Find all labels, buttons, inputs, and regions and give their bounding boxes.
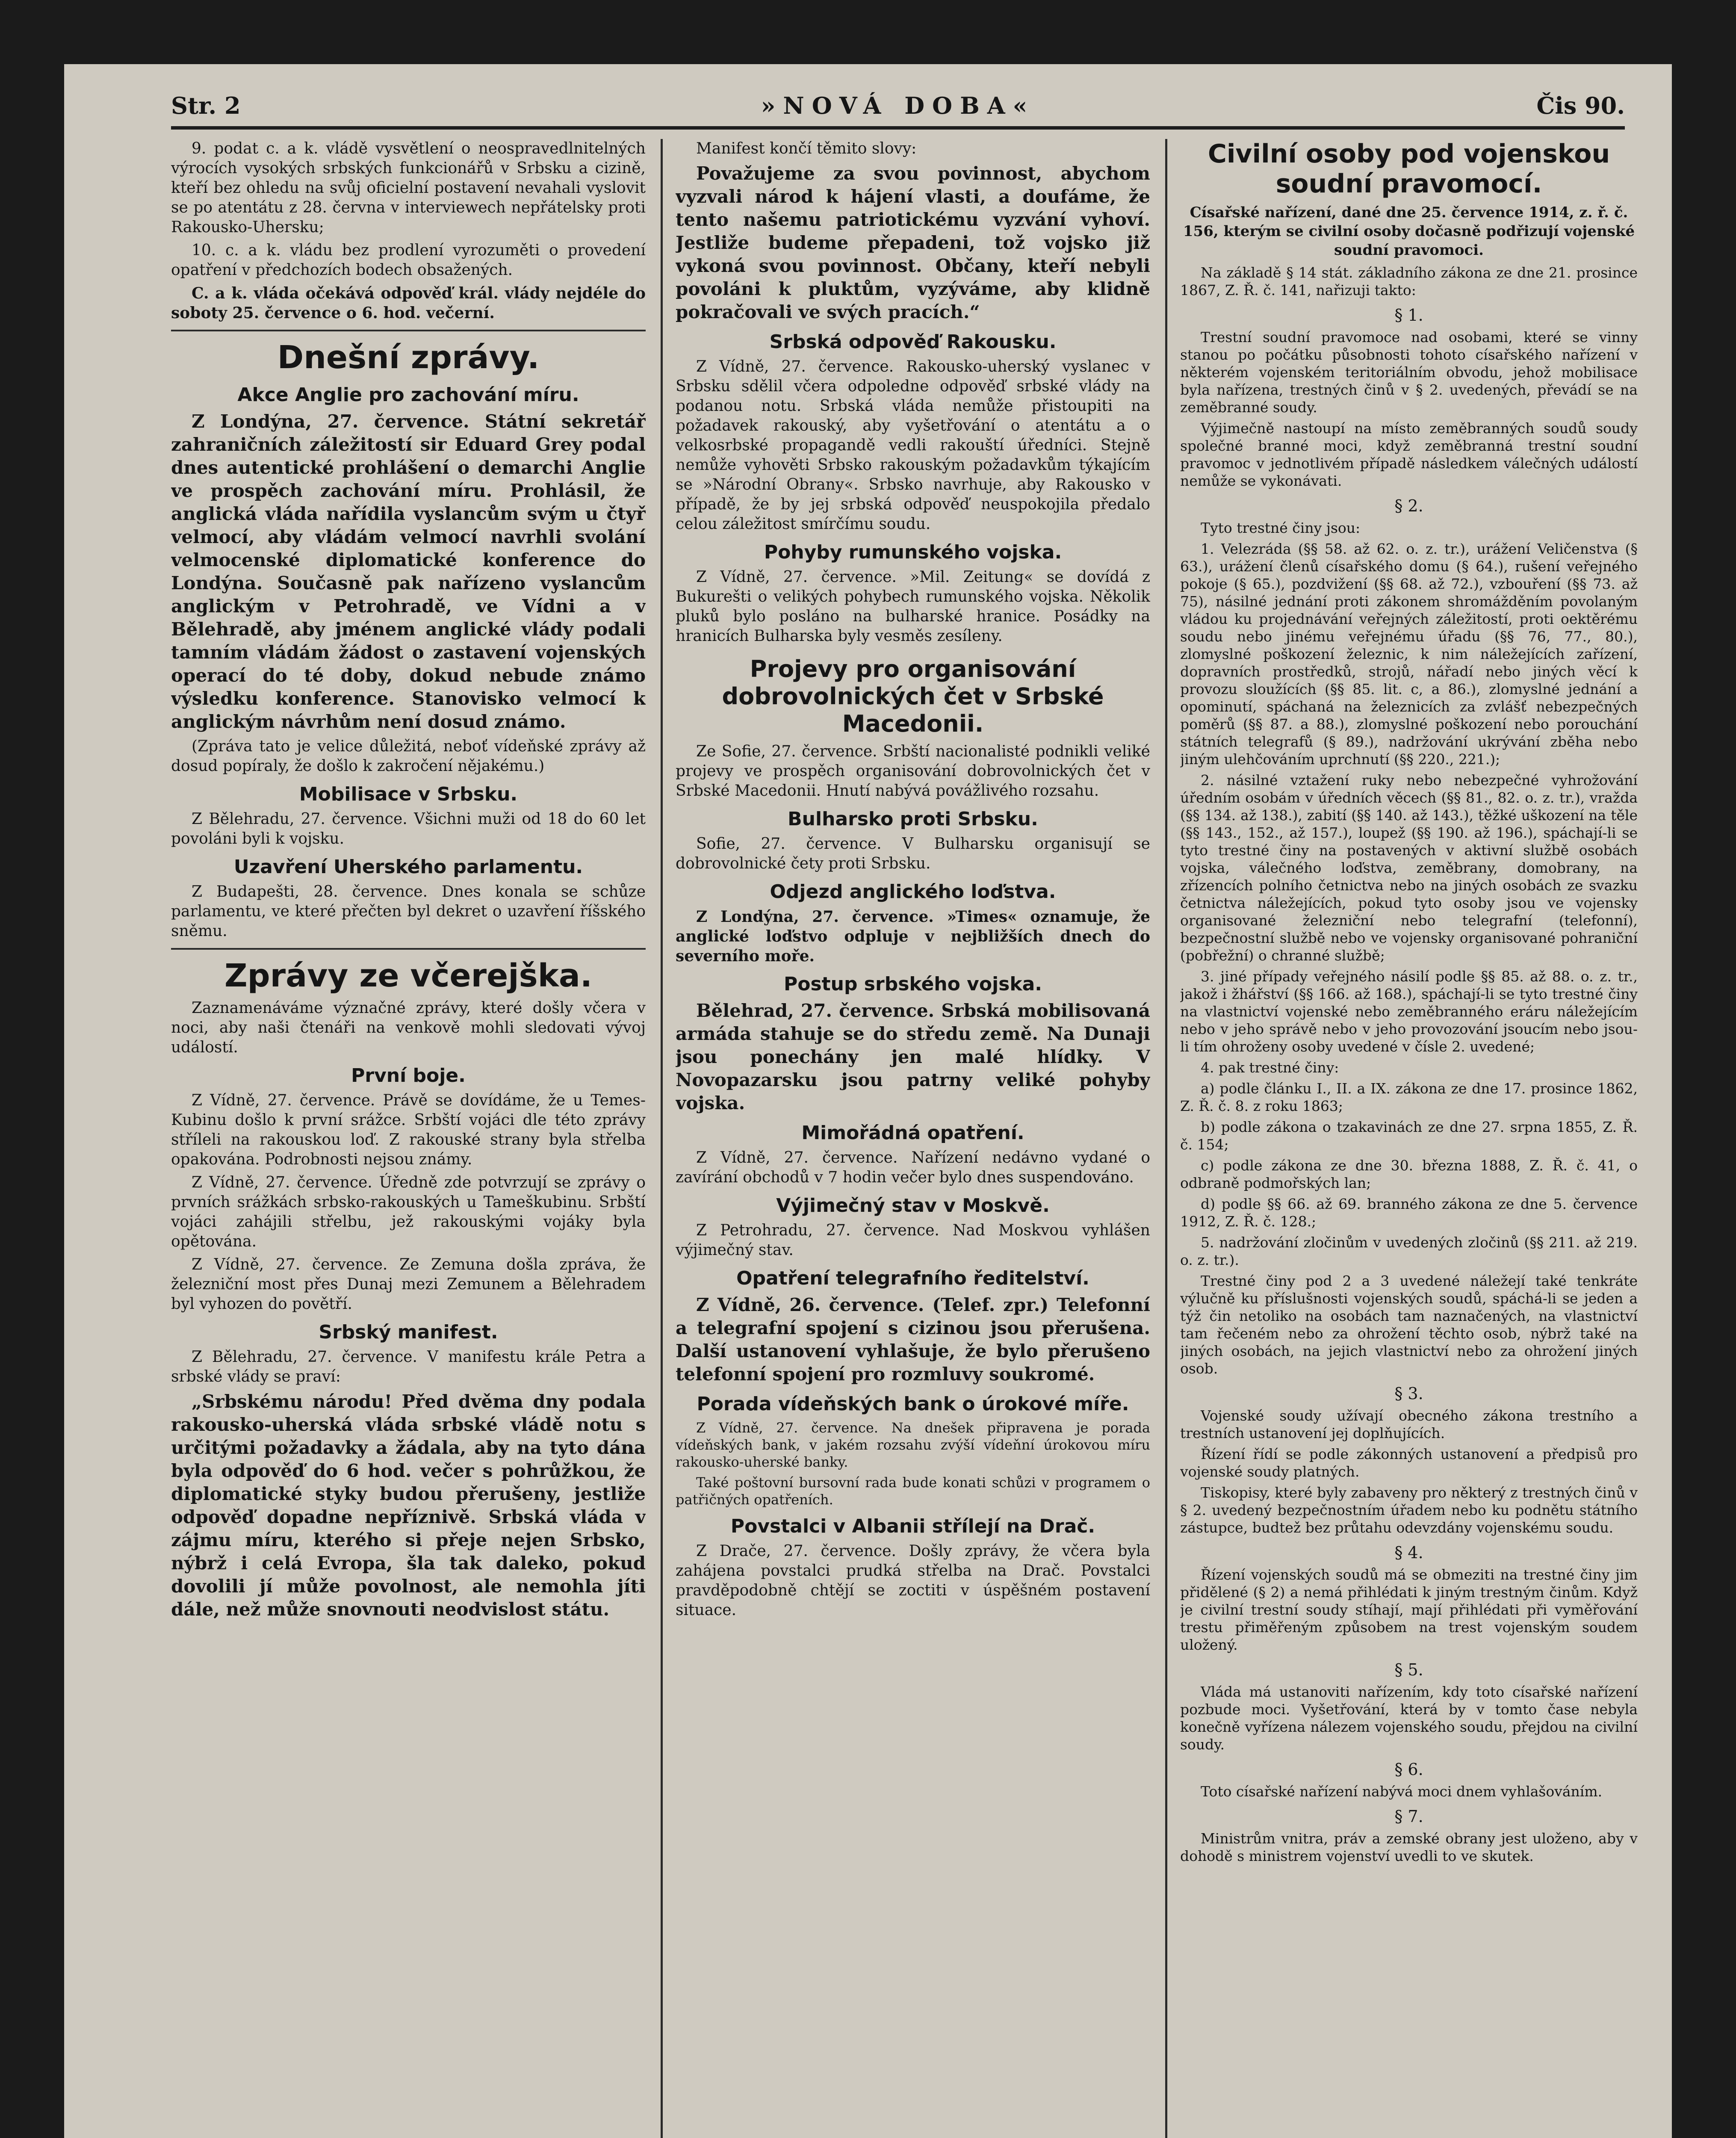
newspaper-page [64,64,1672,2138]
column-rule [1165,139,1167,2138]
section-mark: § 4. [1394,1543,1423,1562]
article-paragraph: 5. nadržování zločinům v uvedených zločinů (§§ 211. až 219. o. z. tr.). [1180,1234,1638,1268]
article-paragraph: Z Budapešti, 28. července. Dnes konala se schůze parlamentu, ve které přečten byl dekret o uzavření říšského sněmu. [171,883,646,940]
article-paragraph: Z Vídně, 27. července. Rakousko-uherský vyslanec v Srbsku sdělil včera odpoledne odpověď srbské vlády na podanou notu. Srbská vláda nemůže přistoupiti na požadavek rakouský, aby vyšetřování o atentátu a o velkosrbské propagandě vedli rakouští úředníci. Stejně nemůže vyhověti Srbsko rakouským požadavkům týkajícím se »Národní Obrany«. Srbsko navrhuje, aby Rakousko v případě, že by jej srbská odpověď neuspokojila předalo celou záležitost smírčímu soudu. [676,358,1150,533]
section-divider [171,948,646,950]
article-paragraph: Řízení vojenských soudů má se obmeziti na trestné činy jim přidělené (§ 2) a nemá přihlédati k jiným trestným činům. Když je civilní trestní soudy stíhají, mají přihlédati při vyměřování trestu přiměřeným způsobem na trest vojenským soudem uložený. [1180,1566,1638,1653]
article-heading: Mimořádná opatření. [801,1122,1024,1144]
article-heading: Výjimečný stav v Moskvě. [776,1195,1050,1217]
article-heading: Projevy pro organisování dobrovolnických čet v Srbské Macedonii. [722,656,1104,737]
section-mark: § 2. [1394,496,1423,515]
article-paragraph: Z Bělehradu, 27. července. V manifestu krále Petra a srbské vlády se praví: [171,1348,646,1385]
article-paragraph: Ze Sofie, 27. července. Srbští nacionalisté podnikli veliké projevy ve prospěch organisování dobrovolnických čet v Srbské Macedonii. Hnutí nabývá povážlivého rozsahu. [676,743,1150,800]
article-paragraph: Toto císařské nařízení nabývá moci dnem vyhlašováním. [1201,1783,1603,1800]
column-3 [1180,139,1638,2138]
article-paragraph: Z Bělehradu, 27. července. Všichni muži od 18 do 60 let povoláni byli k vojsku. [171,810,646,848]
article-paragraph: 2. násilné vztažení ruky nebo nebezpečné vyhrožování úředním osobám v úředních věcech (§§ 81., 82. o. z. tr.), vražda (§§ 134. až 138.), zabití (§§ 140. až 143.), těžké uškození na těle (§§ 143., 152., až 157.), loupež (§§ 190. až 196.), spáchají-li se tyto trestné činy na postavených v aktivní službě osobách vojska, válečného loďstva, zeměbrany, domobrany, na zřízencích polního četnictva nebo na jiných osobách ze svazku četnictva náležejících, pokud tyto osoby jsou ve vojensky organisované železniční nebo telegrafní (telefonní), bezpečnostní službě nebo ve vojensky organisované pohraniční (pobřežní) o chranné službě; [1180,772,1638,964]
article-paragraph: Z Vídně, 27. července. Úředně zde potvrzují se zprávy o prvních srážkách srbsko-rakouských u Tameškubinu. Srbští vojáci zahájili střelbu, jež rakouskými vojáky byla opětována. [171,1174,646,1250]
article-heading: Akce Anglie pro zachování míru. [237,384,579,406]
article-paragraph: Tyto trestné činy jsou: [1201,520,1361,536]
section-mark: § 3. [1394,1384,1423,1403]
article-paragraph: 1. Velezráda (§§ 58. až 62. o. z. tr.), urážení Veličenstva (§ 63.), urážení členů císařského domu (§ 64.), rušení veřejného pokoje (§ 65.), pozdvižení (§§ 68. až 72.), vzbouření (§§ 73. až 75), násilné jednání proti zákonem shromážděním povolaným vládou ku projednávání veřejných záležitostí, proti oektěrému soudu nebo jinému veřejnému úřadu (§§ 76, 77., 80.), zlomyslné poškození železnic, k nim náležejících zařízení, dopravních prostředků, strojů, nářadí nebo jiných věcí k provozu sloužících (§§ 85. lit. c, a 86.), zlomyslné jednání a opominutí, spáchaná na železnicích za zvlášť nebezpečných poměrů (§§ 87. a 88.), zlomyslné poškození nebo porouchání státních telegrafů (§ 89.), nadržování ukrývání zběha nebo jiným ulehčováním uprchnutí (§§ 220., 221.); [1180,540,1638,768]
article-paragraph: b) podle zákona o tzakavinách ze dne 27. srpna 1855, Z. Ř. č. 154; [1180,1119,1638,1153]
column-2 [676,139,1150,2138]
article-paragraph: Trestné činy pod 2 a 3 uvedené náležejí také tenkráte výlučně ku příslušnosti vojenských soudů, spáchá-li se jeden a týž čin netoliko na osobách tam naznačených, na vlastnictví tam řečeném nebo za ohrožení těchto osob, nýbrž také na jiných osobách, na jejich vlastnictví nebo za ohrožení jiných osob. [1180,1273,1638,1377]
article-paragraph: Sofie, 27. července. V Bulharsku organisují se dobrovolnické čety proti Srbsku. [676,835,1150,872]
article-paragraph: Zaznamenáváme význačné zprávy, které došly včera v noci, aby naši čtenáři na venkově mohli sledovati vývoj událostí. [171,999,646,1056]
article-paragraph: 3. jiné případy veřejného násilí podle §§ 85. až 88. o. z. tr., jakož i žhářství (§§ 166. až 168.), spáchají-li se tyto trestné činy na vlastnictví vojenské nebo zeměbranného eráru náležejícím nebo v jeho správě nebo v jeho provozování jsoucím nebo jsou-li tím ohroženy osoby uvedené v čísle 2. uvedené; [1180,968,1638,1055]
article-heading: Srbská odpověď Rakousku. [769,331,1057,353]
article-paragraph: Manifest končí těmito slovy: [696,140,917,157]
article-paragraph: Na základě § 14 stát. základního zákona ze dne 21. prosince 1867, Z. Ř. č. 141, nařizuji takto: [1180,264,1638,298]
article-paragraph: d) podle §§ 66. až 69. branného zákona ze dne 5. července 1912, Z. Ř. č. 128.; [1180,1196,1638,1230]
section-heading: Dnešní zprávy. [277,339,540,376]
article-heading: Pohyby rumunského vojska. [764,541,1062,563]
article-heading: Mobilisace v Srbsku. [299,783,518,805]
issue-number: Čis 90. [1536,92,1625,119]
article-paragraph: a) podle článku I., II. a IX. zákona ze dne 17. prosince 1862, Z. Ř. č. 8. z roku 1863; [1180,1080,1638,1114]
section-heading: Zprávy ze včerejška. [224,957,592,994]
article-paragraph: Z Vídně, 27. července. Nařízení nedávno vydané o zavírání obchodů v 7 hodin večer bylo dnes suspendováno. [676,1149,1150,1186]
page-number: Str. 2 [171,92,241,119]
newspaper-title: »NOVÁ DOBA« [761,92,1035,119]
article-heading: Bulharsko proti Srbsku. [788,808,1038,830]
article-paragraph: 9. podat c. a k. vládě vysvětlení o neospravedlnitelných výrocích vysokých srbských funkcionářů v Srbsku a cizině, kteří bez ohledu na svůj oficielní postavení nevahali vyslovit se po atentátu z 28. června v interviewech nepřátelsky proti Rakousko-Uhersku; [171,140,646,236]
article-paragraph: „Srbskému národu! Před dvěma dny podala rakousko-uherská vláda srbské vládě notu s určitými požadavky a žádala, aby na tyto dána byla odpověď do 6 hod. večer s pohrůžkou, že diplomatické styky budou přerušeny, jestliže odpověď dopadne nepříznivě. Srbská vláda v zájmu míru, kterého si přeje nejen Srbsko, nýbrž i celá Evropa, šla tak daleko, pokud dovolili jí může povolnost, ale nemohla jíti dále, než může snovnouti neodvislost státu. [171,1391,646,1620]
article-heading: Postup srbského vojska. [783,973,1042,995]
article-heading: Opatření telegrafního ředitelství. [736,1267,1089,1289]
article-paragraph: Trestní soudní pravomoce nad osobami, které se vinny stanou po počátku působnosti tohoto císařského nařízení v některém vojenském teritoriálním obvodu, jehož mobilisace byla nařízena, trestných činů v § 2. uvedených, převádí se na zeměbranné soudy. [1180,329,1638,416]
article-paragraph: Z Vídně, 27. července. Na dnešek připravena je porada vídeňských bank, v jakém rozsahu zvýší vídeňní úrokovou míru rakousko-uherské banky. [676,1420,1150,1470]
article-paragraph: Bělehrad, 27. července. Srbská mobilisovaná armáda stahuje se do středu země. Na Dunaji jsou ponechány jen malé hlídky. V Novopazarsku jsou patrny veliké pohyby vojska. [676,1000,1150,1113]
section-mark: § 1. [1394,306,1423,325]
article-paragraph: Ministrům vnitra, práv a zemské obrany jest uloženo, aby v dohodě s ministrem vojenství uvedli to ve skutek. [1180,1830,1638,1864]
article-heading: Porada vídeňských bank o úrokové míře. [697,1393,1129,1415]
article-paragraph: Z Londýna, 27. července. Státní sekretář zahraničních záležitostí sir Eduard Grey podal dnes autentické prohlášení o demarchi Anglie ve prospěch zachování míru. Prohlásil, že anglická vláda nařídila vyslancům svým u čtyř velmocí, aby vládám velmocí navrhli svolání velmocenské diplomatické konference do Londýna. Současně pak nařízeno vyslancům anglickým v Petrohradě, ve Vídni a v Bělehradě, aby jménem anglické vlády podali tamním vládám žádost o zastavení vojenských operací do té doby, dokud nebude známo výsledku konference. Stanovisko velmocí k anglickým návrhům není dosud známo. [171,411,646,732]
article-heading: První boje. [351,1065,466,1087]
article-paragraph: Z Drače, 27. července. Došly zprávy, že včera byla zahájena povstalci prudká střelba na Drač. Povstalci pravděpodobně chtějí se zoctiti v úspěšném postavení situace. [676,1542,1150,1619]
article-title: Civilní osoby pod vojenskou soudní pravomocí. [1208,139,1610,199]
article-paragraph: Řízení řídí se podle zákonných ustanovení a předpisů pro vojenské soudy platných. [1180,1446,1638,1480]
article-paragraph: Z Vídně, 27. července. Ze Zemuna došla zpráva, že železniční most přes Dunaj mezi Zemunem a Bělehradem byl vyhozen do povětří. [171,1256,646,1313]
column-1 [171,139,646,2138]
article-paragraph: C. a k. vláda očekává odpověď král. vlády nejdéle do soboty 25. července o 6. hod. večerní. [171,284,646,322]
article-paragraph: Z Vídně, 27. července. Právě se dovídáme, že u Temes-Kubinu došlo k první srážce. Srbští vojáci dle této zprávy stříleli na rakouskou loď. Z rakouské strany byla střelba opakována. Podrobnosti nejsou známy. [171,1092,646,1168]
column-rule [661,139,663,2138]
section-mark: § 7. [1394,1807,1423,1826]
article-heading: Povstalci v Albanii střílejí na Drač. [730,1515,1095,1537]
article-paragraph: Výjimečně nastoupí na místo zeměbranných soudů soudy společné branné moci, když zeměbranná trestní soudní pravomoc v jednotlivém případě následkem válečných událostí nemůže se vykonávati. [1180,420,1638,489]
article-heading: Uzavření Uherského parlamentu. [233,856,583,878]
page-header [171,88,1625,130]
article-paragraph: Z Vídně, 26. července. (Telef. zpr.) Telefonní a telegrafní spojení s cizinou jsou přerušena. Další ustanovení vyhlašuje, že bylo přerušeno telefonní spojení pro rozmluvy soukromé. [676,1294,1150,1385]
article-paragraph: (Zpráva tato je velice důležitá, neboť vídeňské zprávy až dosud popíraly, že došlo k zakročení nějakému.) [171,738,646,775]
article-paragraph: 4. pak trestné činy: [1201,1059,1339,1076]
article-paragraph: Z Londýna, 27. července. »Times« oznamuje, že anglické loďstvo odpluje v nejbližších dnech do severního moře. [676,908,1150,965]
article-paragraph: Také poštovní bursovní rada bude konati schůzi v programem o patřičných opatřeních. [676,1474,1150,1508]
article-paragraph: c) podle zákona ze dne 30. března 1888, Z. Ř. č. 41, o odbraně podmořských lan; [1180,1157,1638,1191]
decree-subtitle: Císařské nařízení, dané dne 25. července 1914, z. ř. č. 156, kterým se civilní osoby dočasně podřizují vojenské soudní pravomoci. [1183,204,1635,259]
article-paragraph: Z Vídně, 27. července. »Mil. Zeitung« se dovídá z Bukurešti o velikých pohybech rumunského vojska. Několik pluků bylo posláno na bulharské hranice. Posádky na hranicích Bulharska byly vesměs zesíleny. [676,568,1150,645]
section-mark: § 6. [1394,1760,1423,1779]
section-divider [171,330,646,331]
article-paragraph: Vojenské soudy užívají obecného zákona trestního a trestních ustanovení jej doplňujících. [1180,1407,1638,1441]
article-paragraph: Z Petrohradu, 27. července. Nad Moskvou vyhlášen výjimečný stav. [676,1222,1150,1259]
article-paragraph: 10. c. a k. vládu bez prodlení vyrozuměti o provedení opatření v předchozích bodech obsažených. [171,242,646,279]
article-paragraph: Vláda má ustanoviti nařízením, kdy toto císařské nařízení pozbude moci. Vyšetřování, která by v tomto čase nebyla konečně vyřízena nálezem vojenského soudu, přejdou na civilní soudy. [1180,1683,1638,1753]
article-heading: Odjezd anglického loďstva. [770,881,1056,903]
article-paragraph: Považujeme za svou povinnost, abychom vyzvali národ k hájení vlasti, a doufáme, že tento našemu patriotickému vyzvání vyhoví. Jestliže budeme přepadeni, tož vojsko již vykoná svou povinnost. Občany, kteří nebyli povoláni k pluktům, vyzýváme, aby klidně pokračovali ve svých pracích.“ [676,163,1150,322]
article-paragraph: Tiskopisy, které byly zabaveny pro některý z trestných činů v § 2. uvedený bezpečnostním úřadem nebo ku podnětu státního zástupce, budtež bez průtahu odevzdány vojenskému soudu. [1180,1484,1638,1536]
article-heading: Srbský manifest. [319,1321,498,1343]
section-mark: § 5. [1394,1660,1423,1679]
